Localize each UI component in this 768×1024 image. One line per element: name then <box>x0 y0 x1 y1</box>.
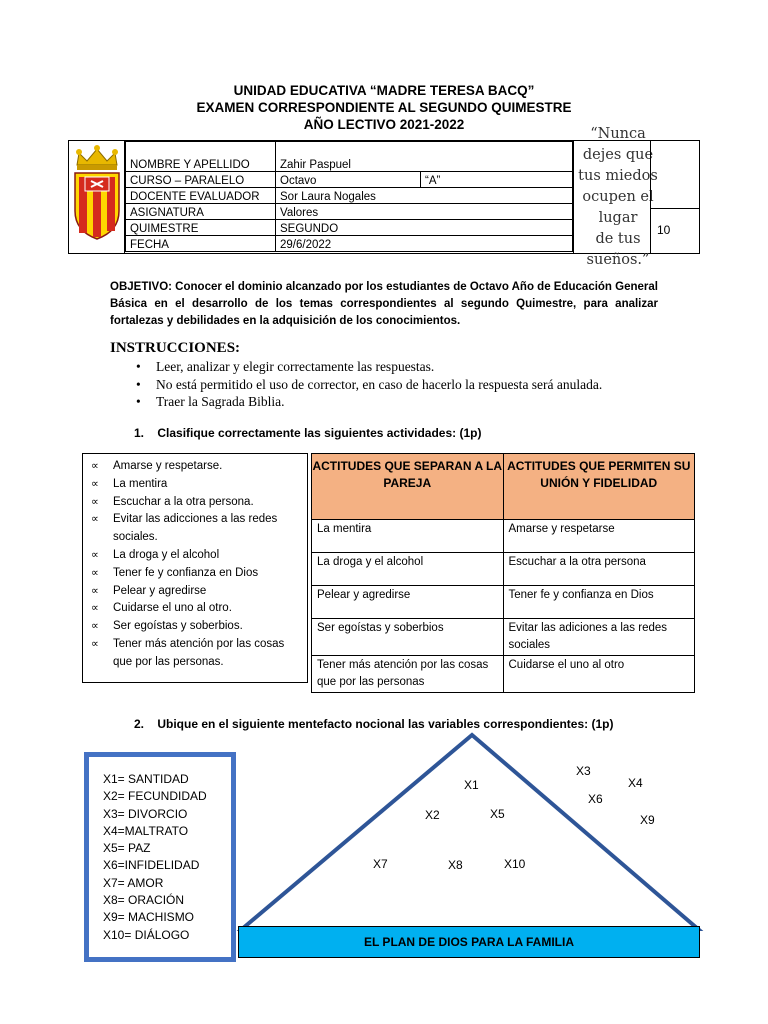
term-value: SEGUNDO <box>276 220 573 236</box>
placed-label: X2 <box>425 808 440 822</box>
separating-attitudes-header: ACTITUDES QUE SEPARAN A LA PAREJA <box>312 454 504 520</box>
grade-box <box>650 141 699 253</box>
placed-label: X8 <box>448 858 463 872</box>
school-name: UNIDAD EDUCATIVA “MADRE TERESA BACQ” <box>233 83 535 98</box>
table-row <box>312 520 695 553</box>
table-cell: Tener fe y confianza en Dios <box>503 586 695 619</box>
activity-item: ∝ Pelear y agredirse <box>91 583 301 601</box>
activity-item: ∝ Evitar las adicciones a las redes sociales. <box>91 511 301 547</box>
course-label: CURSO – PARALELO <box>126 172 276 188</box>
instruction-item: • Traer la Sagrada Biblia. <box>156 393 602 411</box>
teacher-label: DOCENTE EVALUADOR <box>126 188 276 204</box>
info-row <box>126 204 573 220</box>
term-label: QUIMESTRE <box>126 220 276 236</box>
instructions-list <box>156 358 602 411</box>
uniting-attitudes-header: ACTITUDES QUE PERMITEN SU UNIÓN Y FIDELIDAD <box>503 454 695 520</box>
student-info-table <box>68 125 700 268</box>
name-value: Zahir Paspuel <box>276 142 573 172</box>
subject-value: Valores <box>276 204 573 220</box>
question-1-title: 1. Clasifique correctamente las siguientes actividades: (1p) <box>134 426 482 440</box>
table-cell: Ser egoístas y soberbios <box>312 619 504 656</box>
quote-line: ocupen el lugar <box>582 188 654 226</box>
variable-item: X10= DIÁLOGO <box>103 927 190 942</box>
variable-item: X5= PAZ <box>103 841 151 856</box>
teacher-value: Sor Laura Nogales <box>276 188 573 204</box>
variable-item: X6=INFIDELIDAD <box>103 858 200 873</box>
grade-signature-cell <box>651 141 699 209</box>
variable-item: X4=MALTRATO <box>103 823 189 838</box>
info-row <box>126 172 573 188</box>
variable-item: X8= ORACIÓN <box>103 893 185 908</box>
placed-label: X3 <box>576 764 591 778</box>
table-header-row <box>312 454 695 520</box>
activity-item: ∝ La mentira <box>91 476 301 494</box>
variable-item: X3= DIVORCIO <box>103 806 188 821</box>
quote-line: de tus sueños.” <box>586 230 650 268</box>
activity-item: ∝ Cuidarse el uno al otro. <box>91 600 301 618</box>
table-cell: La droga y el alcohol <box>312 553 504 586</box>
school-crest-icon <box>69 141 125 253</box>
table-row <box>312 553 695 586</box>
subject-label: ASIGNATURA <box>126 204 276 220</box>
variable-item: X1= SANTIDAD <box>103 772 189 786</box>
activity-item: ∝ Ser egoístas y soberbios. <box>91 618 301 636</box>
instructions-title: INSTRUCCIONES: <box>110 340 241 356</box>
name-label: NOMBRE Y APELLIDO <box>126 142 276 172</box>
info-row <box>126 142 573 172</box>
school-year: AÑO LECTIVO 2021-2022 <box>303 117 465 132</box>
activity-item: ∝ Escuchar a la otra persona. <box>91 494 301 512</box>
info-row <box>126 188 573 204</box>
placed-label: X1 <box>464 778 479 792</box>
instruction-item: • Leer, analizar y elegir correctamente las respuestas. <box>156 358 602 376</box>
question-2-title: 2. Ubique en el siguiente mentefacto nocional las variables correspondientes: (1p) <box>134 717 614 731</box>
classification-table <box>311 453 695 693</box>
placed-label: X5 <box>490 807 505 821</box>
table-cell: Evitar las adiciones a las redes sociales <box>503 619 695 656</box>
table-cell: Escuchar a la otra persona <box>503 553 695 586</box>
activities-list <box>82 453 308 683</box>
placed-label: X4 <box>628 776 643 790</box>
activity-item: ∝ Amarse y respetarse. <box>91 458 301 476</box>
activity-item: ∝ Tener más atención por las cosas que por las personas. <box>91 636 301 672</box>
variable-item: X9= MACHISMO <box>103 910 195 925</box>
variable-item: X2= FECUNDIDAD <box>103 789 207 804</box>
info-row <box>126 220 573 236</box>
grade-value: 10 <box>657 223 671 237</box>
activity-item: ∝ La droga y el alcohol <box>91 547 301 565</box>
info-row <box>126 236 573 252</box>
variable-item: X7= AMOR <box>103 875 164 890</box>
quote-line: “Nunca dejes que <box>582 125 654 163</box>
placed-label: X7 <box>373 857 388 871</box>
placed-label: X10 <box>504 857 526 871</box>
exam-title: EXAMEN CORRESPONDIENTE AL SEGUNDO QUIMESTRE <box>196 100 572 115</box>
family-plan-banner: EL PLAN DE DIOS PARA LA FAMILIA <box>238 926 700 958</box>
table-row <box>312 586 695 619</box>
instruction-item: • No está permitido el uso de corrector, en caso de hacerlo la respuesta será anulada. <box>156 376 602 394</box>
table-cell: Pelear y agredirse <box>312 586 504 619</box>
quote-line: tus miedos <box>578 167 658 184</box>
activity-item: ∝ Tener fe y confianza en Dios <box>91 565 301 583</box>
course-value: Octavo <box>276 172 421 188</box>
date-label: FECHA <box>126 236 276 252</box>
table-cell: Cuidarse el uno al otro <box>503 656 695 693</box>
variables-box <box>84 752 236 962</box>
table-cell: Amarse y respetarse <box>503 520 695 553</box>
objective-text: OBJETIVO: Conocer el dominio alcanzado por los estudiantes de Octavo Año de Educación General Básica en el desarrollo de los temas correspondientes al segundo Quimestre, para analizar fortalezas y debilidades en la adquisición de los conocimientos. <box>110 281 658 327</box>
placed-label: X9 <box>640 813 655 827</box>
placed-label: X6 <box>588 792 603 806</box>
info-fields <box>125 141 573 252</box>
table-row <box>312 619 695 656</box>
parallel-value: “A” <box>421 172 573 188</box>
table-cell: La mentira <box>312 520 504 553</box>
table-row <box>312 656 695 693</box>
table-cell: Tener más atención por las cosas que por las personas <box>312 656 504 693</box>
date-value: 29/6/2022 <box>276 236 573 252</box>
